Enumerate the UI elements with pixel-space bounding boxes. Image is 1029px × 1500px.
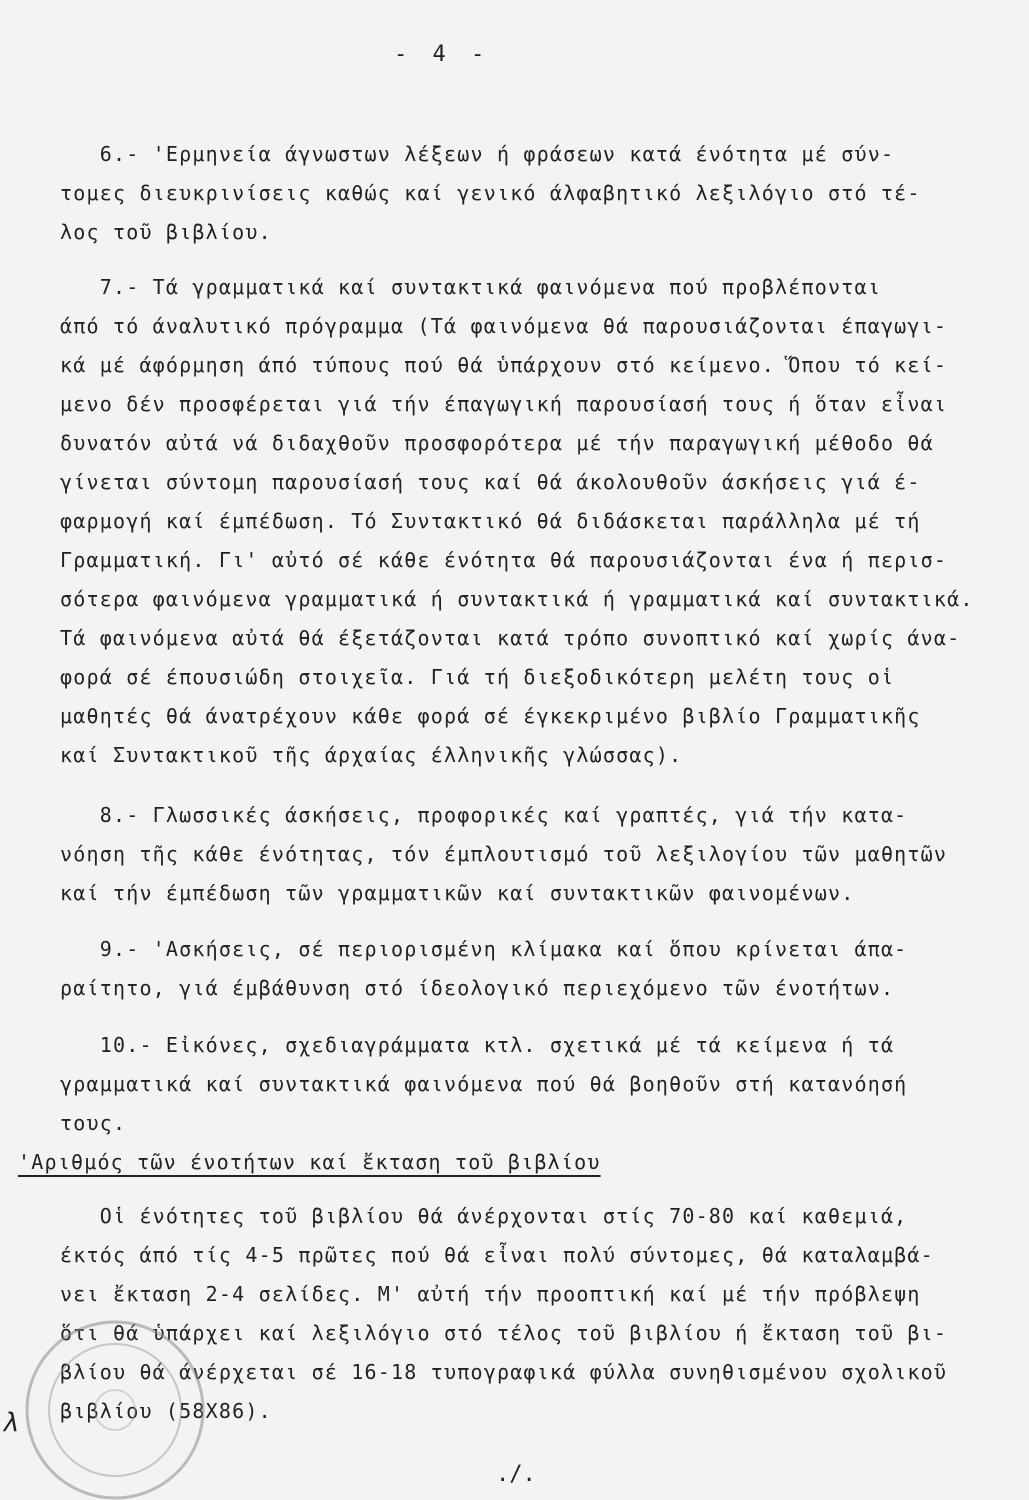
margin-handwritten-mark: λ [2,1408,18,1438]
text-line: γραμματικά καί συντακτικά φαινόμενα πού θά βοηθοῦν στή κατανόησή [60,1072,908,1096]
section-heading: 'Αριθμός τῶν ένοτήτων καί ἔκταση τοῦ βιβλίου [18,1150,601,1174]
text-line: ραίτητο, γιά έμβάθυνση στό ίδεολογικό περιεχόμενο τῶν ένοτήτων. [60,976,895,1000]
text-line: Γραμματική. Γι' αὐτό σέ κάθε ένότητα θά παρουσιάζονται ένα ή περισ- [60,548,948,572]
text-line: 7.- Τά γραμματικά καί συντακτικά φαινόμενα πού προβλέπονται [60,275,881,299]
text-line: 6.- 'Ερμηνεία άγνωστων λέξεων ή φράσεων κατά ένότητα μέ σύν- [60,142,895,166]
text-line: καί Συντακτικοῦ τῆς άρχαίας έλληνικῆς γλώσσας). [60,743,683,767]
stamp-icon [0,1290,235,1500]
text-line: 9.- 'Ασκήσεις, σέ περιορισμένη κλίμακα καί ὅπου κρίνεται άπα- [60,937,908,961]
text-line: σότερα φαινόμενα γραμματικά ή συντακτικά ή γραμματικά καί συντακτικά. [60,587,974,611]
text-line: τομες διευκρινίσεις καθώς καί γενικό άλφαβητικό λεξιλόγιο στό τέ- [60,181,921,205]
text-line: ὅτι θά ὑπάρχει καί λεξιλόγιο στό τέλος τοῦ βιβλίου ή ἔκταση τοῦ βι- [60,1321,948,1345]
text-line: λος τοῦ βιβλίου. [60,220,272,244]
text-line: φορά σέ έπουσιώδη στοιχεῖα. Γιά τή διεξοδικότερη μελέτη τους οἱ [60,665,895,689]
text-line: 8.- Γλωσσικές άσκήσεις, προφορικές καί γραπτές, γιά τήν κατα- [60,803,908,827]
text-line: μενο δέν προσφέρεται γιά τήν έπαγωγική παρουσίασή τους ή ὅταν εἶναι [60,392,948,416]
text-line: φαρμογή καί έμπέδωση. Τό Συντακτικό θά διδάσκεται παράλληλα μέ τή [60,509,921,533]
text-line: βιβλίου (58Χ86). [60,1399,272,1423]
text-line: 10.- Εἰκόνες, σχεδιαγράμματα κτλ. σχετικά μέ τά κείμενα ή τά [60,1033,895,1057]
text-line: νει ἔκταση 2-4 σελίδες. Μ' αὐτή τήν προοπτική καί μέ τήν πρόβλεψη [60,1282,921,1306]
text-line: Τά φαινόμενα αὐτά θά έξετάζονται κατά τρόπο συνοπτικό καί χωρίς άνα- [60,626,961,650]
text-line: άπό τό άναλυτικό πρόγραμμα (Τά φαινόμενα θά παρουσιάζονται έπαγωγι- [60,314,948,338]
text-line: δυνατόν αὐτά νά διδαχθοῦν προσφορότερα μέ τήν παραγωγική μέθοδο θά [60,431,934,455]
text-line: μαθητές θά άνατρέχουν κάθε φορά σέ έγκεκριμένο βιβλίο Γραμματικῆς [60,704,921,728]
page-number: - 4 - [394,42,491,67]
text-line: γίνεται σύντομη παρουσίασή τους καί θά άκολουθοῦν άσκήσεις γιά έ- [60,470,921,494]
text-line: έκτός άπό τίς 4-5 πρῶτες πού θά εἶναι πολύ σύντομες, θά καταλαμβά- [60,1243,934,1267]
text-line: βλίου θά άνέρχεται σέ 16-18 τυπογραφικά φύλλα συνηθισμένου σχολικοῦ [60,1360,948,1384]
continuation-mark: ./. [496,1462,536,1487]
text-line: Οἱ ένότητες τοῦ βιβλίου θά άνέρχονται στίς 70-80 καί καθεμιά, [60,1204,908,1228]
text-line: καί τήν έμπέδωση τῶν γραμματικῶν καί συντακτικῶν φαινομένων. [60,881,855,905]
text-line: νόηση τῆς κάθε ένότητας, τόν έμπλουτισμό τοῦ λεξιλογίου τῶν μαθητῶν [60,842,948,866]
text-line: τους. [60,1111,127,1135]
text-line: κά μέ άφόρμηση άπό τύπους πού θά ὑπάρχουν στό κείμενο. Ὅπου τό κεί- [60,353,948,377]
